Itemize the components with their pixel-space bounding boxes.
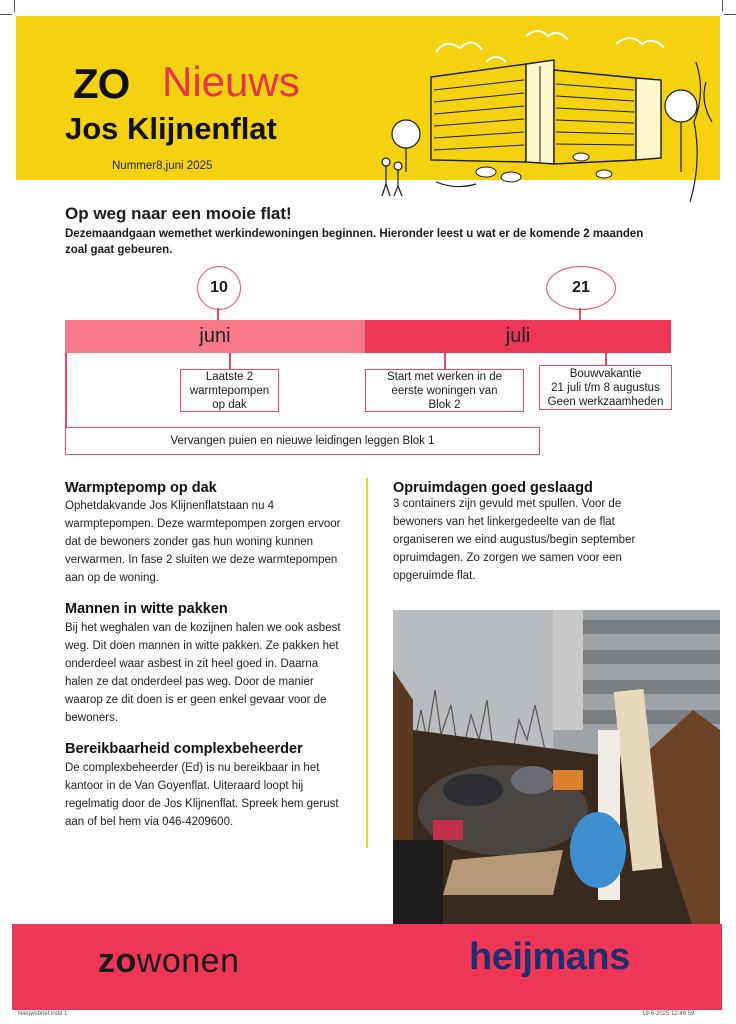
- crop-mark: [722, 0, 723, 12]
- bouwvakantie-note: Geen werkzaamheden: [547, 395, 664, 408]
- timeline-connector: [229, 353, 231, 369]
- zowonen-logo: [98, 942, 239, 981]
- event-puien-blok-1: Vervangen puien en nieuwe leidingen leggen Blok 1: [65, 427, 540, 455]
- timeline-connector: [444, 353, 446, 369]
- article-warmtepomp-title: Warmptepomp op dak: [65, 480, 217, 496]
- event-warmtepompen: Laatste 2 warmtepompen op dak: [180, 369, 279, 412]
- building-illustration: [376, 22, 720, 206]
- article-mannen-body: Bij het weghalen van de kozijnen halen we ook asbest weg. Dit doen mannen in witte pakken. Ze pakken het onderdeel waar asbest in zit heel goed in. Daarna halen ze dat onderdeel pas weg. Door de manier waarop ze dit doen is er geen enkel gevaar voor de bewoners.: [65, 622, 341, 724]
- month-bar-juni: juni: [65, 320, 365, 353]
- bouwvakantie-line: Bouwvakantie: [569, 367, 642, 380]
- brand-zo: ZO: [73, 60, 130, 107]
- intro-title: Op weg naar een mooie flat!: [65, 204, 292, 223]
- article-bereik-title: Bereikbaarheid complexbeheerder: [65, 741, 303, 757]
- issue-number: Nummer8,juni 2025: [112, 160, 213, 172]
- container-photo: [393, 610, 720, 926]
- date-circle-21: 21: [546, 266, 616, 310]
- timeline-connector: [65, 353, 67, 427]
- article-opruim-title: Opruimdagen goed geslaagd: [393, 480, 593, 496]
- zowonen-logo-wonen: wonen: [136, 942, 240, 980]
- date-circle-10: 10: [197, 266, 241, 310]
- timeline-connector: [605, 353, 607, 365]
- article-mannen-title: Mannen in witte pakken: [65, 601, 228, 617]
- timeline-connector: [579, 308, 581, 320]
- event-bouwvakantie: [539, 365, 672, 410]
- article-opruim-body: 3 containers zijn gevuld met spullen. Voor de bewoners van het linkergedeelte van de flat organiseren we eind augustus/begin september opruimdagen. Zo zorgen we samen voor een opgeruimde flat.: [393, 498, 636, 582]
- intro-text: Dezemaandgaan wemethet werkindewoningen beginnen. Hieronder leest u wat er de komende 2 maanden zoal gaat gebeuren.: [65, 228, 644, 256]
- month-bar-juli: juli: [365, 320, 671, 353]
- brand-nieuws: Nieuws: [162, 58, 300, 105]
- timeline-connector: [217, 308, 219, 320]
- print-timestamp: 19-6-2025 12:46:59: [642, 1011, 695, 1017]
- zowonen-logo-zo: zo: [98, 942, 137, 980]
- bouwvakantie-dates: 21 juli t/m 8 augustus: [551, 381, 660, 394]
- crop-mark: [0, 14, 12, 15]
- article-bereik-body: De complexbeheerder (Ed) is nu bereikbaar in het kantoor in de Van Goyenflat. Uiteraard loopt hij regelmatig door de Jos Klijnenflat. Spreek hem gerust aan of bel hem via 046-4209600.: [65, 762, 339, 828]
- event-start-blok-2: Start met werken in de eerste woningen van Blok 2: [365, 369, 524, 412]
- crop-mark: [14, 0, 15, 12]
- print-file-name: Nieuwsbrief.indd 1: [18, 1011, 68, 1017]
- crop-mark: [724, 14, 736, 15]
- column-divider: [366, 478, 368, 848]
- article-warmtepomp-body: Ophetdakvande Jos Klijnenflatstaan nu 4 warmptepompen. Deze warmtepompen zorgen ervoor dat de bewoners zonder gas hun woning kunnen verwarmen. In fase 2 sluiten we deze warmtepompen aan op de woning.: [65, 500, 341, 584]
- heijmans-logo: heijmans: [469, 936, 630, 978]
- flat-name-title: Jos Klijnenflat: [65, 111, 277, 146]
